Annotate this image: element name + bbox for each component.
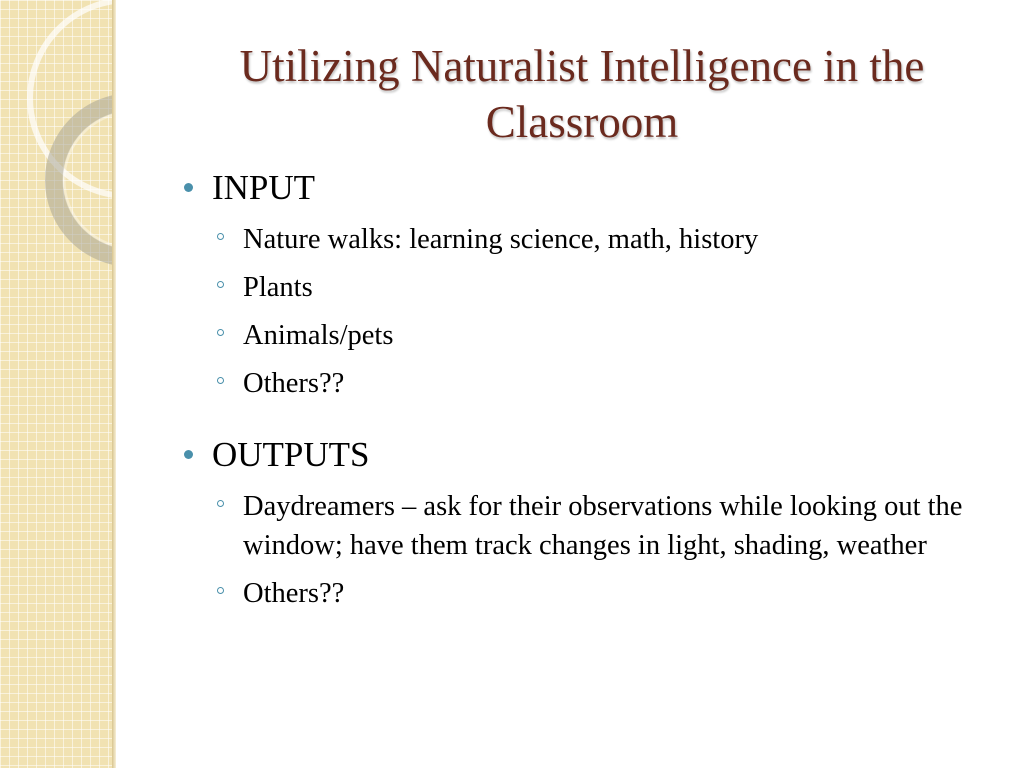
list-item [180, 220, 1010, 259]
list-item-label: Others?? [243, 578, 345, 609]
filled-bullet-icon [184, 450, 193, 459]
list-item-label: Plants [243, 272, 313, 303]
sidebar-divider [112, 0, 116, 768]
section-heading-input [180, 166, 1010, 210]
hollow-bullet-icon [217, 281, 224, 288]
section-heading-label: INPUT [212, 168, 316, 207]
list-item [180, 487, 1010, 565]
section-heading-label: OUTPUTS [212, 435, 370, 474]
decorative-rings-icon [0, 0, 112, 300]
list-item-label: Daydreamers – ask for their observations while looking out the window; have them track changes in light, shading, weather [243, 491, 963, 561]
section-spacer [180, 403, 1010, 433]
filled-bullet-icon [184, 183, 193, 192]
section-heading-outputs [180, 433, 1010, 477]
list-item-label: Animals/pets [243, 320, 394, 351]
list-item [180, 268, 1010, 307]
list-item [180, 364, 1010, 403]
slide-title: Utilizing Naturalist Intelligence in the Classroom [239, 41, 925, 147]
hollow-bullet-icon [217, 500, 224, 507]
slide-content [180, 166, 1010, 613]
list-item-label: Others?? [243, 368, 345, 399]
decorative-sidebar [0, 0, 112, 768]
list-item-label: Nature walks: learning science, math, history [243, 224, 759, 255]
list-item [180, 316, 1010, 355]
hollow-bullet-icon [217, 377, 224, 384]
list-item [180, 574, 1010, 613]
hollow-bullet-icon [217, 587, 224, 594]
hollow-bullet-icon [217, 329, 224, 336]
hollow-bullet-icon [217, 233, 224, 240]
